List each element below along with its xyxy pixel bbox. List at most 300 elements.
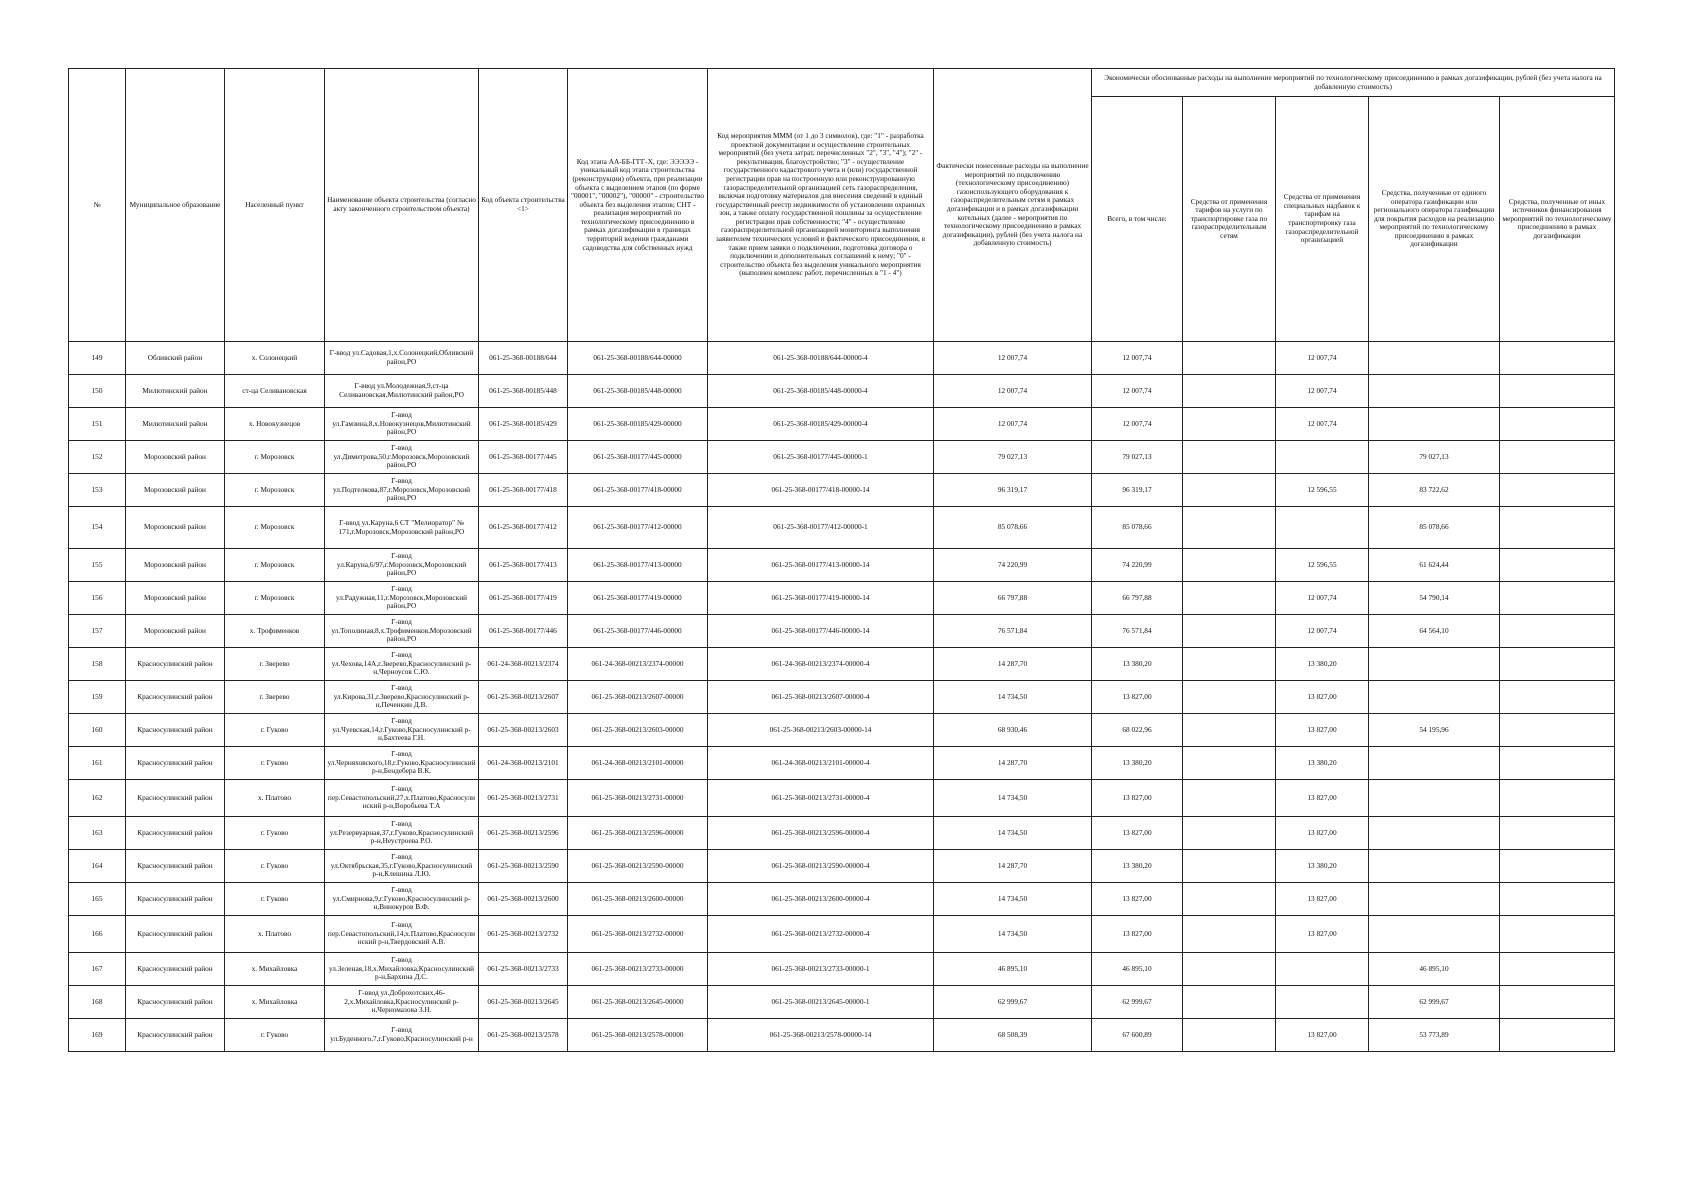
cell-object-name: Г-ввод ул.Каруна,6/97,г.Морозовск,Морозовский район,РО: [325, 549, 479, 582]
cell-total: 13 380,20: [1092, 850, 1183, 883]
cell-object-code: 061-25-368-00213/2603: [479, 714, 568, 747]
cell-transport-tariffs: [1183, 408, 1276, 441]
cell-operator-funds: [1369, 916, 1500, 953]
cell-transport-tariffs: [1183, 615, 1276, 648]
cell-other-sources: [1500, 408, 1615, 441]
cell-no: 167: [69, 953, 126, 986]
cell-no: 157: [69, 615, 126, 648]
cell-total: 13 827,00: [1092, 780, 1183, 817]
cell-total: 12 007,74: [1092, 375, 1183, 408]
cell-operator-funds: [1369, 747, 1500, 780]
table-row: [69, 850, 1615, 883]
cell-transport-tariffs: [1183, 549, 1276, 582]
header-object-name: Наименование объекта строительства (согласно акту законченного строительством объекта): [325, 69, 479, 342]
cell-settlement: г. Морозовск: [225, 582, 325, 615]
cell-operator-funds: 83 722,62: [1369, 474, 1500, 507]
cell-special-markups: [1276, 507, 1369, 549]
cell-stage-code: 061-25-368-00213/2596-00000: [568, 817, 708, 850]
cell-event-code: 061-25-368-00213/2733-00000-1: [708, 953, 934, 986]
cell-actual-costs: 14 287,70: [934, 850, 1092, 883]
cell-settlement: х. Новокузнецов: [225, 408, 325, 441]
cell-stage-code: 061-25-368-00185/448-00000: [568, 375, 708, 408]
header-total: Всего, в том числе:: [1092, 97, 1183, 342]
cell-total: 96 319,17: [1092, 474, 1183, 507]
cell-object-code: 061-25-368-00213/2578: [479, 1019, 568, 1052]
cell-settlement: г. Морозовск: [225, 549, 325, 582]
cell-actual-costs: 12 007,74: [934, 408, 1092, 441]
cell-event-code: 061-25-368-00213/2590-00000-4: [708, 850, 934, 883]
cell-settlement: г. Гуково: [225, 850, 325, 883]
cell-actual-costs: 66 797,88: [934, 582, 1092, 615]
cell-object-name: Г-ввод ул.Садовая,1,х.Солонецкий,Обливский район,РО: [325, 342, 479, 375]
cell-stage-code: 061-24-368-00213/2101-00000: [568, 747, 708, 780]
cell-municipality: Красносулинский район: [126, 986, 225, 1019]
cell-transport-tariffs: [1183, 714, 1276, 747]
cell-actual-costs: 68 930,46: [934, 714, 1092, 747]
cell-special-markups: 12 007,74: [1276, 408, 1369, 441]
cell-actual-costs: 14 734,50: [934, 681, 1092, 714]
cell-object-code: 061-25-368-00213/2645: [479, 986, 568, 1019]
cell-settlement: г. Зверево: [225, 681, 325, 714]
cell-object-code: 061-25-368-00213/2731: [479, 780, 568, 817]
cell-transport-tariffs: [1183, 747, 1276, 780]
cell-transport-tariffs: [1183, 507, 1276, 549]
header-no: №: [69, 69, 126, 342]
cell-actual-costs: 12 007,74: [934, 375, 1092, 408]
cell-stage-code: 061-25-368-00177/418-00000: [568, 474, 708, 507]
cell-no: 161: [69, 747, 126, 780]
cell-actual-costs: 79 027,13: [934, 441, 1092, 474]
cell-special-markups: 12 596,55: [1276, 474, 1369, 507]
cell-transport-tariffs: [1183, 1019, 1276, 1052]
header-transport-tariffs: Средства от применения тарифов на услуги по транспортировке газа по газораспределительным сетям: [1183, 97, 1276, 342]
cell-actual-costs: 96 319,17: [934, 474, 1092, 507]
cell-total: 46 895,10: [1092, 953, 1183, 986]
cell-operator-funds: [1369, 342, 1500, 375]
cell-other-sources: [1500, 747, 1615, 780]
cell-stage-code: 061-25-368-00185/429-00000: [568, 408, 708, 441]
cell-settlement: г. Гуково: [225, 883, 325, 916]
cell-operator-funds: [1369, 375, 1500, 408]
cell-stage-code: 061-25-368-00177/445-00000: [568, 441, 708, 474]
cell-settlement: г. Морозовск: [225, 474, 325, 507]
cell-special-markups: 13 380,20: [1276, 850, 1369, 883]
cell-total: 68 022,96: [1092, 714, 1183, 747]
cell-transport-tariffs: [1183, 342, 1276, 375]
cell-no: 149: [69, 342, 126, 375]
cell-total: 67 600,89: [1092, 1019, 1183, 1052]
cell-object-code: 061-25-368-00177/413: [479, 549, 568, 582]
cell-total: 62 999,67: [1092, 986, 1183, 1019]
cell-transport-tariffs: [1183, 648, 1276, 681]
cell-transport-tariffs: [1183, 850, 1276, 883]
cell-total: 13 380,20: [1092, 648, 1183, 681]
table-row: [69, 648, 1615, 681]
cell-object-code: 061-24-368-00213/2374: [479, 648, 568, 681]
header-object-code: Код объекта строительства <1>: [479, 69, 568, 342]
cell-operator-funds: 54 195,96: [1369, 714, 1500, 747]
cell-stage-code: 061-25-368-00177/412-00000: [568, 507, 708, 549]
cell-operator-funds: 85 078,66: [1369, 507, 1500, 549]
cell-special-markups: 12 007,74: [1276, 615, 1369, 648]
cell-municipality: Красносулинский район: [126, 747, 225, 780]
cell-operator-funds: [1369, 408, 1500, 441]
cell-other-sources: [1500, 916, 1615, 953]
cell-transport-tariffs: [1183, 582, 1276, 615]
cell-special-markups: 13 380,20: [1276, 648, 1369, 681]
table-row: [69, 1019, 1615, 1052]
cell-other-sources: [1500, 817, 1615, 850]
cell-special-markups: 13 827,00: [1276, 1019, 1369, 1052]
cell-special-markups: 13 380,20: [1276, 747, 1369, 780]
cell-other-sources: [1500, 549, 1615, 582]
cell-object-code: 061-25-368-00177/445: [479, 441, 568, 474]
cell-stage-code: 061-24-368-00213/2374-00000: [568, 648, 708, 681]
cell-actual-costs: 14 287,70: [934, 747, 1092, 780]
cell-settlement: г. Морозовск: [225, 507, 325, 549]
cell-actual-costs: 14 734,50: [934, 817, 1092, 850]
cell-actual-costs: 14 734,50: [934, 780, 1092, 817]
cell-other-sources: [1500, 441, 1615, 474]
cell-object-name: Г-ввод пер.Севастопольский,14,х.Платово,Красносулинский р-н,Твердовский А.В.: [325, 916, 479, 953]
cell-object-code: 061-25-368-00213/2590: [479, 850, 568, 883]
cell-operator-funds: 54 790,14: [1369, 582, 1500, 615]
cell-municipality: Красносулинский район: [126, 850, 225, 883]
cell-municipality: Красносулинский район: [126, 1019, 225, 1052]
cell-no: 163: [69, 817, 126, 850]
cell-total: 13 827,00: [1092, 916, 1183, 953]
cell-event-code: 061-25-368-00177/413-00000-14: [708, 549, 934, 582]
cell-special-markups: 13 827,00: [1276, 681, 1369, 714]
cell-no: 168: [69, 986, 126, 1019]
cell-operator-funds: [1369, 883, 1500, 916]
table-row: [69, 342, 1615, 375]
cell-event-code: 061-25-368-00177/412-00000-1: [708, 507, 934, 549]
cell-object-code: 061-25-368-00185/448: [479, 375, 568, 408]
cell-no: 151: [69, 408, 126, 441]
cell-operator-funds: 61 624,44: [1369, 549, 1500, 582]
table-row: [69, 582, 1615, 615]
cell-object-code: 061-25-368-00213/2732: [479, 916, 568, 953]
cell-municipality: Красносулинский район: [126, 714, 225, 747]
cell-other-sources: [1500, 986, 1615, 1019]
cell-stage-code: 061-25-368-00213/2607-00000: [568, 681, 708, 714]
cell-event-code: 061-25-368-00213/2578-00000-14: [708, 1019, 934, 1052]
cell-event-code: 061-24-368-00213/2374-00000-4: [708, 648, 934, 681]
cell-actual-costs: 12 007,74: [934, 342, 1092, 375]
cell-no: 160: [69, 714, 126, 747]
cell-actual-costs: 46 895,10: [934, 953, 1092, 986]
cell-transport-tariffs: [1183, 681, 1276, 714]
cell-no: 164: [69, 850, 126, 883]
cell-other-sources: [1500, 474, 1615, 507]
costs-table: [68, 68, 1615, 1052]
cell-special-markups: 13 827,00: [1276, 714, 1369, 747]
cell-transport-tariffs: [1183, 883, 1276, 916]
cell-transport-tariffs: [1183, 780, 1276, 817]
cell-transport-tariffs: [1183, 986, 1276, 1019]
cell-municipality: Морозовский район: [126, 582, 225, 615]
cell-event-code: 061-25-368-00213/2645-00000-1: [708, 986, 934, 1019]
cell-object-name: Г-ввод ул.Резервуарная,37,г.Гуково,Красносулинский р-н,Неустроева Р.О.: [325, 817, 479, 850]
cell-event-code: 061-25-368-00177/419-00000-14: [708, 582, 934, 615]
cell-object-code: 061-25-368-00213/2596: [479, 817, 568, 850]
cell-object-name: Г-ввод ул.Смирнова,9,г.Гуково,Красносулинский р-н,Винокуров В.Ф.: [325, 883, 479, 916]
cell-object-name: Г-ввод ул.Зеленая,18,х.Михайловка,Красносулинский р-н,Бархина Д.С.: [325, 953, 479, 986]
cell-event-code: 061-25-368-00188/644-00000-4: [708, 342, 934, 375]
cell-municipality: Морозовский район: [126, 441, 225, 474]
cell-event-code: 061-25-368-00177/418-00000-14: [708, 474, 934, 507]
cell-special-markups: [1276, 953, 1369, 986]
cell-municipality: Милютинский район: [126, 408, 225, 441]
cell-object-name: Г-ввод ул.Буденного,7,г.Гуково,Красносулинский р-н: [325, 1019, 479, 1052]
header-group-economic-costs: Экономически обоснованные расходы на выполнение мероприятий по технологическому присоединению в рамках догазификации, рублей (без учета налога на добавленную стоимость): [1092, 69, 1615, 97]
cell-other-sources: [1500, 615, 1615, 648]
header-other-sources: Средства, полученные от иных источников финансирования мероприятий по технологическому присоединению в рамках догазификации: [1500, 97, 1615, 342]
cell-object-code: 061-25-368-00185/429: [479, 408, 568, 441]
cell-operator-funds: [1369, 681, 1500, 714]
cell-municipality: Морозовский район: [126, 474, 225, 507]
header-actual-costs: Фактически понесенные расходы на выполнение мероприятий по подключению (технологическому присоединению) газоиспользующего оборудования к газораспределительным сетям в рамках догазификации и в рамках догазификации котельных (далее - мероприятия по технологическому присоединению в рамках догазификации), рублей (без учета налога на добавленную стоимость): [934, 69, 1092, 342]
cell-settlement: г. Зверево: [225, 648, 325, 681]
cell-municipality: Милютинский район: [126, 375, 225, 408]
cell-settlement: х. Михайловка: [225, 986, 325, 1019]
cell-settlement: г. Гуково: [225, 714, 325, 747]
cell-object-name: Г-ввод ул.Доброхотских,46-2,х.Михайловка,Красносулинский р-н,Черномазова З.Н.: [325, 986, 479, 1019]
cell-operator-funds: [1369, 780, 1500, 817]
table-row: [69, 714, 1615, 747]
cell-actual-costs: 62 999,67: [934, 986, 1092, 1019]
cell-other-sources: [1500, 883, 1615, 916]
table-row: [69, 474, 1615, 507]
cell-no: 156: [69, 582, 126, 615]
cell-no: 162: [69, 780, 126, 817]
cell-special-markups: [1276, 986, 1369, 1019]
cell-event-code: 061-25-368-00213/2732-00000-4: [708, 916, 934, 953]
cell-operator-funds: [1369, 648, 1500, 681]
cell-special-markups: 13 827,00: [1276, 883, 1369, 916]
cell-stage-code: 061-25-368-00177/413-00000: [568, 549, 708, 582]
cell-total: 12 007,74: [1092, 342, 1183, 375]
cell-event-code: 061-25-368-00213/2600-00000-4: [708, 883, 934, 916]
cell-municipality: Морозовский район: [126, 507, 225, 549]
cell-no: 169: [69, 1019, 126, 1052]
cell-other-sources: [1500, 953, 1615, 986]
cell-settlement: г. Гуково: [225, 817, 325, 850]
cell-event-code: 061-25-368-00185/429-00000-4: [708, 408, 934, 441]
cell-other-sources: [1500, 714, 1615, 747]
cell-no: 159: [69, 681, 126, 714]
cell-object-code: 061-25-368-00213/2607: [479, 681, 568, 714]
cell-operator-funds: 53 773,89: [1369, 1019, 1500, 1052]
cell-no: 154: [69, 507, 126, 549]
cell-stage-code: 061-25-368-00213/2731-00000: [568, 780, 708, 817]
cell-municipality: Красносулинский район: [126, 648, 225, 681]
cell-operator-funds: [1369, 817, 1500, 850]
cell-object-code: 061-25-368-00177/419: [479, 582, 568, 615]
table-row: [69, 883, 1615, 916]
cell-transport-tariffs: [1183, 953, 1276, 986]
cell-stage-code: 061-25-368-00188/644-00000: [568, 342, 708, 375]
cell-municipality: Обливский район: [126, 342, 225, 375]
table-row: [69, 817, 1615, 850]
table-row: [69, 408, 1615, 441]
cell-total: 66 797,88: [1092, 582, 1183, 615]
cell-no: 166: [69, 916, 126, 953]
cell-operator-funds: 64 564,10: [1369, 615, 1500, 648]
cell-settlement: г. Гуково: [225, 1019, 325, 1052]
cell-object-name: Г-ввод ул.Тополиная,8,х.Трофименков,Морозовский район,РО: [325, 615, 479, 648]
cell-object-name: Г-ввод ул.Гамзина,8,х.Новокузнецов,Милютинский район,РО: [325, 408, 479, 441]
cell-special-markups: 12 007,74: [1276, 582, 1369, 615]
cell-transport-tariffs: [1183, 441, 1276, 474]
cell-municipality: Красносулинский район: [126, 681, 225, 714]
cell-object-code: 061-25-368-00177/418: [479, 474, 568, 507]
table-row: [69, 507, 1615, 549]
cell-total: 13 827,00: [1092, 681, 1183, 714]
table-row: [69, 986, 1615, 1019]
cell-object-code: 061-24-368-00213/2101: [479, 747, 568, 780]
cell-no: 165: [69, 883, 126, 916]
cell-total: 85 078,66: [1092, 507, 1183, 549]
cell-municipality: Красносулинский район: [126, 916, 225, 953]
header-special-markups: Средства от применения специальных надбавок к тарифам на транспортировку газа газораспределительной организацией: [1276, 97, 1369, 342]
register-sheet: [68, 68, 1615, 1052]
cell-operator-funds: 79 027,13: [1369, 441, 1500, 474]
cell-other-sources: [1500, 507, 1615, 549]
cell-event-code: 061-25-368-00213/2603-00000-14: [708, 714, 934, 747]
cell-stage-code: 061-25-368-00177/446-00000: [568, 615, 708, 648]
cell-transport-tariffs: [1183, 474, 1276, 507]
cell-object-code: 061-25-368-00188/644: [479, 342, 568, 375]
cell-special-markups: [1276, 441, 1369, 474]
header-settlement: Населенный пункт: [225, 69, 325, 342]
cell-municipality: Морозовский район: [126, 549, 225, 582]
cell-stage-code: 061-25-368-00213/2732-00000: [568, 916, 708, 953]
table-row: [69, 681, 1615, 714]
cell-object-code: 061-25-368-00177/412: [479, 507, 568, 549]
cell-object-name: Г-ввод ул.Чехова,14А,г.Зверево,Красносулинский р-н,Черноусов С.Ю.: [325, 648, 479, 681]
cell-total: 13 827,00: [1092, 817, 1183, 850]
cell-actual-costs: 68 508,39: [934, 1019, 1092, 1052]
cell-actual-costs: 85 078,66: [934, 507, 1092, 549]
cell-settlement: х. Солонецкий: [225, 342, 325, 375]
cell-special-markups: 12 007,74: [1276, 342, 1369, 375]
cell-no: 152: [69, 441, 126, 474]
cell-object-name: Г-ввод ул.Подтелкова,87,г.Морозовск,Морозовский район,РО: [325, 474, 479, 507]
table-row: [69, 615, 1615, 648]
cell-total: 74 220,99: [1092, 549, 1183, 582]
cell-total: 13 380,20: [1092, 747, 1183, 780]
cell-event-code: 061-25-368-00213/2596-00000-4: [708, 817, 934, 850]
cell-special-markups: 13 827,00: [1276, 817, 1369, 850]
cell-municipality: Красносулинский район: [126, 780, 225, 817]
cell-settlement: х. Михайловка: [225, 953, 325, 986]
cell-object-name: Г-ввод ул.Чуевская,14,г.Гуково,Красносулинский р-н,Бахтеева Г.Н.: [325, 714, 479, 747]
cell-other-sources: [1500, 850, 1615, 883]
cell-total: 12 007,74: [1092, 408, 1183, 441]
cell-special-markups: 12 596,55: [1276, 549, 1369, 582]
cell-stage-code: 061-25-368-00177/419-00000: [568, 582, 708, 615]
cell-other-sources: [1500, 582, 1615, 615]
cell-stage-code: 061-25-368-00213/2733-00000: [568, 953, 708, 986]
table-row: [69, 916, 1615, 953]
cell-transport-tariffs: [1183, 916, 1276, 953]
cell-other-sources: [1500, 375, 1615, 408]
cell-event-code: 061-25-368-00213/2607-00000-4: [708, 681, 934, 714]
table-row: [69, 375, 1615, 408]
table-row: [69, 780, 1615, 817]
cell-settlement: г. Гуково: [225, 747, 325, 780]
cell-settlement: х. Платово: [225, 780, 325, 817]
cell-other-sources: [1500, 681, 1615, 714]
header-municipality: Муниципальное образование: [126, 69, 225, 342]
cell-other-sources: [1500, 1019, 1615, 1052]
cell-actual-costs: 74 220,99: [934, 549, 1092, 582]
cell-event-code: 061-25-368-00213/2731-00000-4: [708, 780, 934, 817]
cell-actual-costs: 14 734,50: [934, 916, 1092, 953]
cell-object-name: Г-ввод ул.Радужная,11,г.Морозовск,Морозовский район,РО: [325, 582, 479, 615]
cell-no: 150: [69, 375, 126, 408]
cell-object-name: Г-ввод ул.Кирова,31,г.Зверево,Красносулинский р-н,Печенкин Д.В.: [325, 681, 479, 714]
cell-transport-tariffs: [1183, 375, 1276, 408]
cell-settlement: ст-ца Селивановская: [225, 375, 325, 408]
cell-object-name: Г-ввод ул.Каруна,6 СТ "Мелиоратор" № 171,г.Морозовск,Морозовский район,РО: [325, 507, 479, 549]
cell-no: 153: [69, 474, 126, 507]
cell-stage-code: 061-25-368-00213/2645-00000: [568, 986, 708, 1019]
cell-stage-code: 061-25-368-00213/2578-00000: [568, 1019, 708, 1052]
cell-actual-costs: 76 571,84: [934, 615, 1092, 648]
cell-transport-tariffs: [1183, 817, 1276, 850]
cell-total: 13 827,00: [1092, 883, 1183, 916]
table-row: [69, 953, 1615, 986]
cell-other-sources: [1500, 780, 1615, 817]
cell-no: 155: [69, 549, 126, 582]
table-row: [69, 441, 1615, 474]
header-operator-funds: Средства, полученные от единого оператора газификации или регионального оператора газификации для покрытия расходов на реализацию мероприятий по технологическому присоединению в рамках догазификации: [1369, 97, 1500, 342]
cell-event-code: 061-25-368-00185/448-00000-4: [708, 375, 934, 408]
cell-operator-funds: 62 999,67: [1369, 986, 1500, 1019]
cell-stage-code: 061-25-368-00213/2603-00000: [568, 714, 708, 747]
cell-other-sources: [1500, 648, 1615, 681]
cell-total: 79 027,13: [1092, 441, 1183, 474]
table-row: [69, 747, 1615, 780]
cell-object-name: Г-ввод ул.Димитрова,50,г.Морозовск,Морозовский район,РО: [325, 441, 479, 474]
cell-object-code: 061-25-368-00213/2600: [479, 883, 568, 916]
cell-no: 158: [69, 648, 126, 681]
cell-object-name: Г-ввод ул.Черняховского,18,г.Гуково,Красносулинский р-н,Бендебера В.К.: [325, 747, 479, 780]
cell-event-code: 061-25-368-00177/445-00000-1: [708, 441, 934, 474]
cell-settlement: х. Трофименков: [225, 615, 325, 648]
cell-municipality: Красносулинский район: [126, 953, 225, 986]
cell-total: 76 571,84: [1092, 615, 1183, 648]
cell-settlement: г. Морозовск: [225, 441, 325, 474]
cell-special-markups: 12 007,74: [1276, 375, 1369, 408]
cell-operator-funds: 46 895,10: [1369, 953, 1500, 986]
table-row: [69, 549, 1615, 582]
header-stage-code: Код этапа АА-ББ-ГГГ-Х, где: ЭЭЭЭЭ - уникальный код этапа строительства (реконструкции) объекта, при реализации объекта с выделением этапов (по форме "00001", "00002"), "00000" - строительство объекта без выделения этапов; СНТ - реализация мероприятий по технологическому присоединению в рамках догазификации в границах территорий ведения гражданами садоводства для собственных нужд: [568, 69, 708, 342]
cell-object-name: Г-ввод ул.Октябрьская,35,г.Гуково,Красносулинский р-н,Клешина Л.Ю.: [325, 850, 479, 883]
cell-object-code: 061-25-368-00177/446: [479, 615, 568, 648]
cell-settlement: х. Платово: [225, 916, 325, 953]
cell-object-name: Г-ввод пер.Севастопольский,27,х.Платово,Красносулинский р-н,Воробьева Т.А: [325, 780, 479, 817]
cell-special-markups: 13 827,00: [1276, 780, 1369, 817]
cell-stage-code: 061-25-368-00213/2590-00000: [568, 850, 708, 883]
cell-municipality: Красносулинский район: [126, 817, 225, 850]
cell-object-code: 061-25-368-00213/2733: [479, 953, 568, 986]
cell-other-sources: [1500, 342, 1615, 375]
cell-event-code: 061-25-368-00177/446-00000-14: [708, 615, 934, 648]
